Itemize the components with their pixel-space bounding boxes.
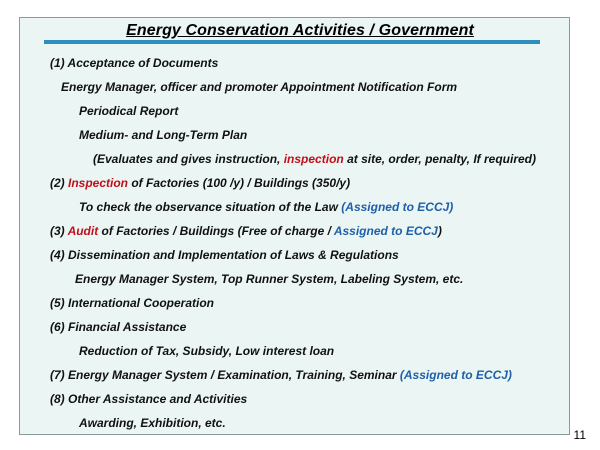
item-1-subline: Medium- and Long-Term Plan xyxy=(79,128,248,142)
item-1-subline: Energy Manager, officer and promoter Appointment Notification Form xyxy=(61,80,458,94)
audit-highlight: Audit xyxy=(67,224,99,238)
item-number: (3) xyxy=(50,224,68,238)
assigned-eccj-tag: (Assigned to ECCJ) xyxy=(341,200,454,214)
note-text: at site, order, penalty, If required) xyxy=(343,152,537,166)
inspection-highlight: inspection xyxy=(283,152,344,166)
item-6-subline: Reduction of Tax, Subsidy, Low interest loan xyxy=(79,344,335,358)
item-2-heading xyxy=(50,176,350,190)
item-4-subline: Energy Manager System, Top Runner System, Labeling System, etc. xyxy=(75,272,464,286)
item-3-heading xyxy=(50,224,442,238)
inspection-highlight: Inspection xyxy=(68,176,129,190)
item-text: of Factories / Buildings (Free of charge / xyxy=(98,224,334,238)
slide-title: Energy Conservation Activities / Government xyxy=(126,22,474,39)
item-8-heading: (8) Other Assistance and Activities xyxy=(50,392,248,406)
assigned-eccj-tag: Assigned to ECCJ xyxy=(333,224,438,238)
item-4-heading: (4) Dissemination and Implementation of Laws & Regulations xyxy=(50,248,399,262)
item-1-note xyxy=(93,152,536,166)
item-text: ) xyxy=(437,224,442,238)
note-text: (Evaluates and gives instruction, xyxy=(93,152,284,166)
title-underline-bar xyxy=(44,40,540,44)
item-7-heading xyxy=(50,368,512,382)
item-1-heading: (1) Acceptance of Documents xyxy=(50,56,219,70)
item-5-heading: (5) International Cooperation xyxy=(50,296,215,310)
item-text: (7) Energy Manager System / Examination, Training, Seminar xyxy=(50,368,400,382)
item-text: of Factories (100 /y) / Buildings (350/y) xyxy=(128,176,351,190)
item-text: To check the observance situation of the Law xyxy=(79,200,342,214)
item-number: (2) xyxy=(50,176,68,190)
page-number: 11 xyxy=(573,428,586,442)
item-2-subline xyxy=(79,200,453,214)
item-8-subline: Awarding, Exhibition, etc. xyxy=(79,416,226,430)
assigned-eccj-tag: (Assigned to ECCJ) xyxy=(399,368,512,382)
item-6-heading: (6) Financial Assistance xyxy=(50,320,187,334)
item-1-subline: Periodical Report xyxy=(79,104,179,118)
